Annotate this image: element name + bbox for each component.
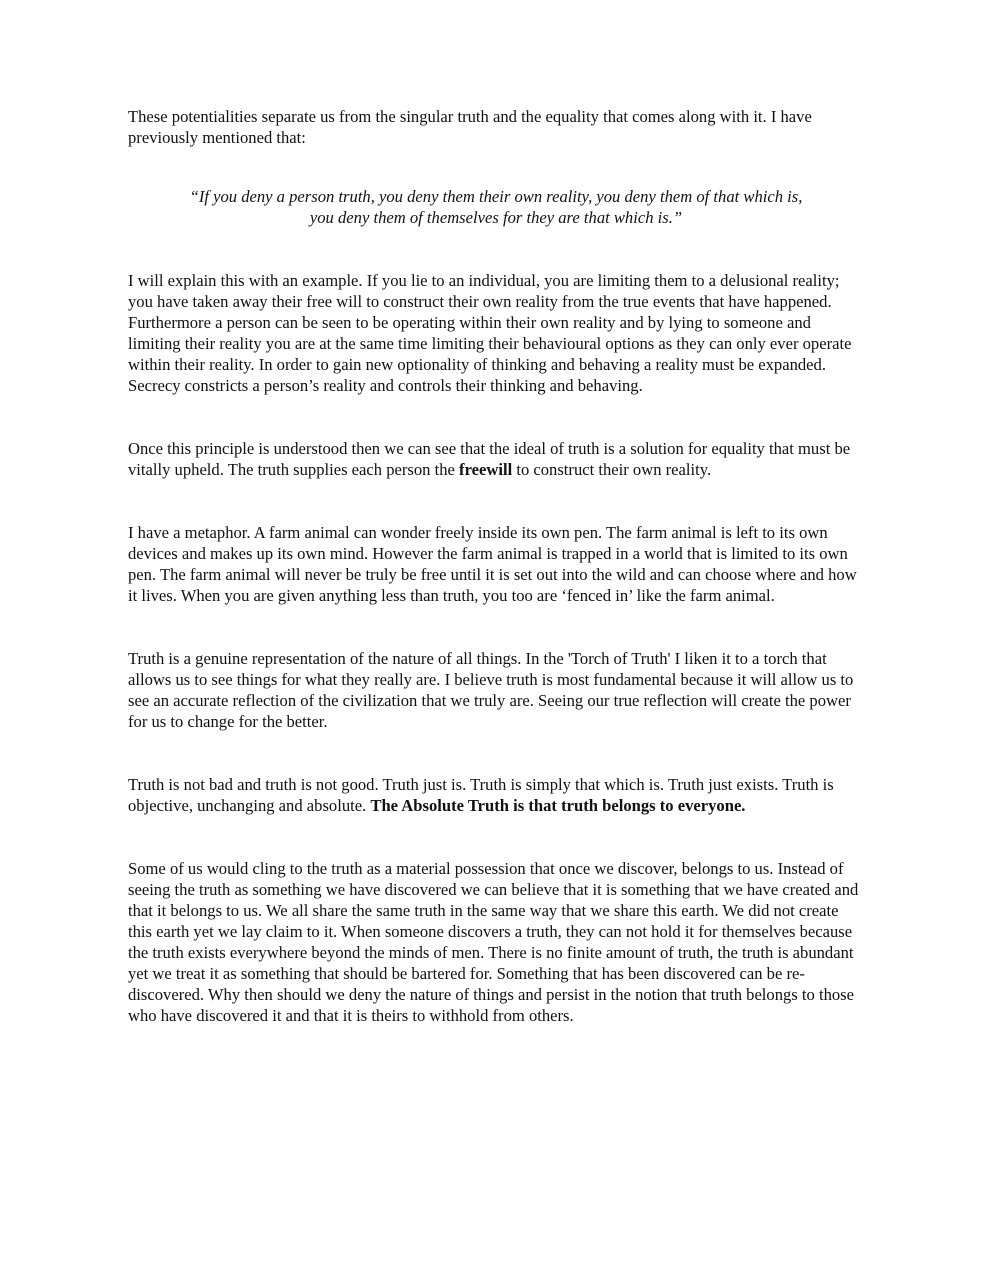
paragraph-example: I will explain this with an example. If you lie to an individual, you are limiting them to a delusional reality; you have taken away their free will to construct their own reality from the true events that have happened. Furthermore a person can be seen to be operating within their own reality and by lying to someone and limiting their reality you are at the same time limiting their behavioural options as they can only ever operate within their reality. In order to gain new optionality of thinking and behaving a reality must be expanded. Secrecy constricts a person’s reality and controls their thinking and behaving. xyxy=(128,271,852,395)
paragraph-absolute xyxy=(128,774,864,816)
paragraph-intro: These potentialities separate us from the singular truth and the equality that comes along with it. I have previously mentioned that: xyxy=(128,107,812,147)
paragraph-principle xyxy=(128,438,864,480)
paragraph-principle-text: Once this principle is understood then we can see that the ideal of truth is a solution for equality that must be vitally upheld. The truth supplies each person the xyxy=(128,439,851,479)
document-page xyxy=(128,106,864,1068)
paragraph-possession: Some of us would cling to the truth as a material possession that once we discover, belongs to us. Instead of seeing the truth as something we have discovered we can believe that it is something that we have created and that it belongs to us. We all share the same truth in the same way that we share this earth. We did not create this earth yet we lay claim to it. When someone discovers a truth, they can not hold it for themselves because the truth exists everywhere beyond the minds of men. There is no finite amount of truth, the truth is abundant yet we treat it as something that should be bartered for. Something that has been discovered can be re-discovered. Why then should we deny the nature of things and persist in the notion that truth belongs to those who have discovered it and that it is theirs to withhold from others. xyxy=(128,859,859,1025)
paragraph-metaphor: I have a metaphor. A farm animal can wonder freely inside its own pen. The farm animal is left to its own devices and makes up its own mind. However the farm animal is trapped in a world that is limited to its own pen. The farm animal will never be truly be free until it is set out into the wild and can choose where and how it lives. When you are given anything less than truth, you too are ‘fenced in’ like the farm animal. xyxy=(128,523,857,605)
paragraph-torch: Truth is a genuine representation of the nature of all things. In the 'Torch of Truth' I liken it to a torch that allows us to see things for what they really are. I believe truth is most fundamental because it will allow us to see an accurate reflection of the civilization that we truly are. Seeing our true reflection will create the power for us to change for the better. xyxy=(128,649,854,731)
paragraph-principle-end: to construct their own reality. xyxy=(512,460,712,479)
freewill-bold: freewill xyxy=(459,460,513,479)
absolute-truth-bold: The Absolute Truth is that truth belongs to everyone. xyxy=(370,796,746,815)
block-quote: “If you deny a person truth, you deny them their own reality, you deny them of that which is, you deny them of themselves for they are that which is.” xyxy=(189,187,803,227)
paragraph-absolute-text: Truth is not bad and truth is not good. Truth just is. Truth is simply that which is. Truth just exists. Truth is objective, unchanging and absolute. xyxy=(128,775,834,815)
